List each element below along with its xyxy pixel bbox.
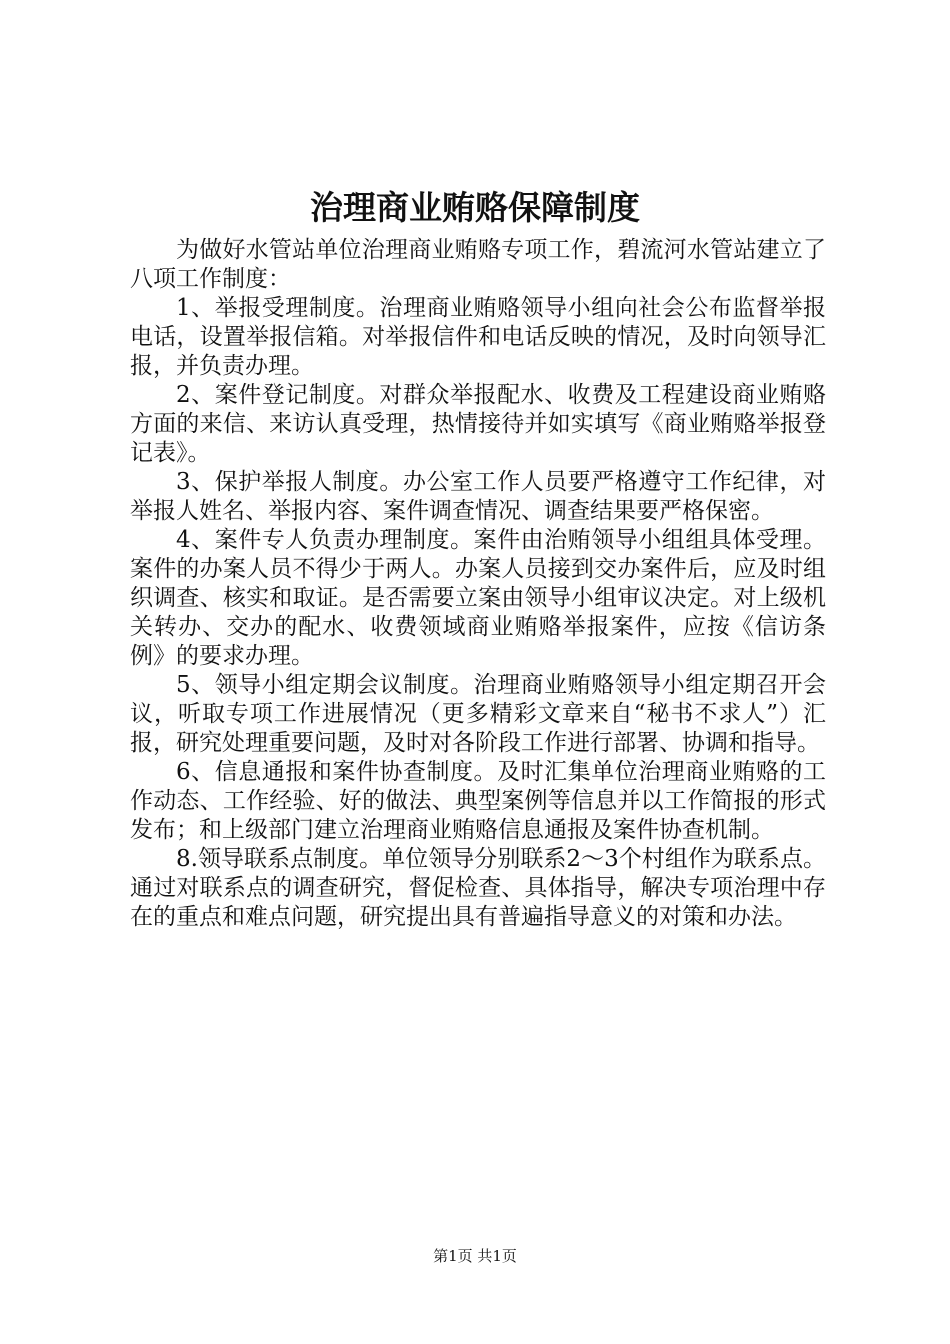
page-footer: 第1页 共1页 (433, 1247, 517, 1265)
paragraph-item-2: 2、案件登记制度。对群众举报配水、收费及工程建设商业贿赂方面的来信、来访认真受理，热情接待并如实填写《商业贿赂举报登记表》。 (130, 382, 826, 466)
paragraph-item-8: 8.领导联系点制度。单位领导分别联系2～3个村组作为联系点。通过对联系点的调查研究，督促检查、具体指导，解决专项治理中存在的重点和难点问题，研究提出具有普遍指导意义的对策和办法。 (130, 846, 826, 930)
paragraph-item-1: 1、举报受理制度。治理商业贿赂领导小组向社会公布监督举报电话，设置举报信箱。对举报信件和电话反映的情况，及时向领导汇报，并负责办理。 (130, 295, 826, 379)
paragraph-item-5: 5、领导小组定期会议制度。治理商业贿赂领导小组定期召开会议，听取专项工作进展情况（更多精彩文章来自“秘书不求人”）汇报，研究处理重要问题，及时对各阶段工作进行部署、协调和指导。 (130, 672, 826, 756)
paragraph-intro: 为做好水管站单位治理商业贿赂专项工作，碧流河水管站建立了八项工作制度： (130, 237, 826, 292)
paragraph-item-4: 4、案件专人负责办理制度。案件由治贿领导小组组具体受理。案件的办案人员不得少于两人。办案人员接到交办案件后，应及时组织调查、核实和取证。是否需要立案由领导小组审议决定。对上级机关转办、交办的配水、收费领域商业贿赂举报案件，应按《信访条例》的要求办理。 (130, 527, 826, 669)
paragraph-item-6: 6、信息通报和案件协查制度。及时汇集单位治理商业贿赂的工作动态、工作经验、好的做法、典型案例等信息并以工作简报的形式发布；和上级部门建立治理商业贿赂信息通报及案件协查机制。 (130, 759, 826, 843)
paragraph-item-3: 3、保护举报人制度。办公室工作人员要严格遵守工作纪律，对举报人姓名、举报内容、案件调查情况、调查结果要严格保密。 (130, 469, 826, 524)
document-title: 治理商业贿赂保障制度 (310, 188, 640, 227)
document-body (130, 236, 826, 932)
